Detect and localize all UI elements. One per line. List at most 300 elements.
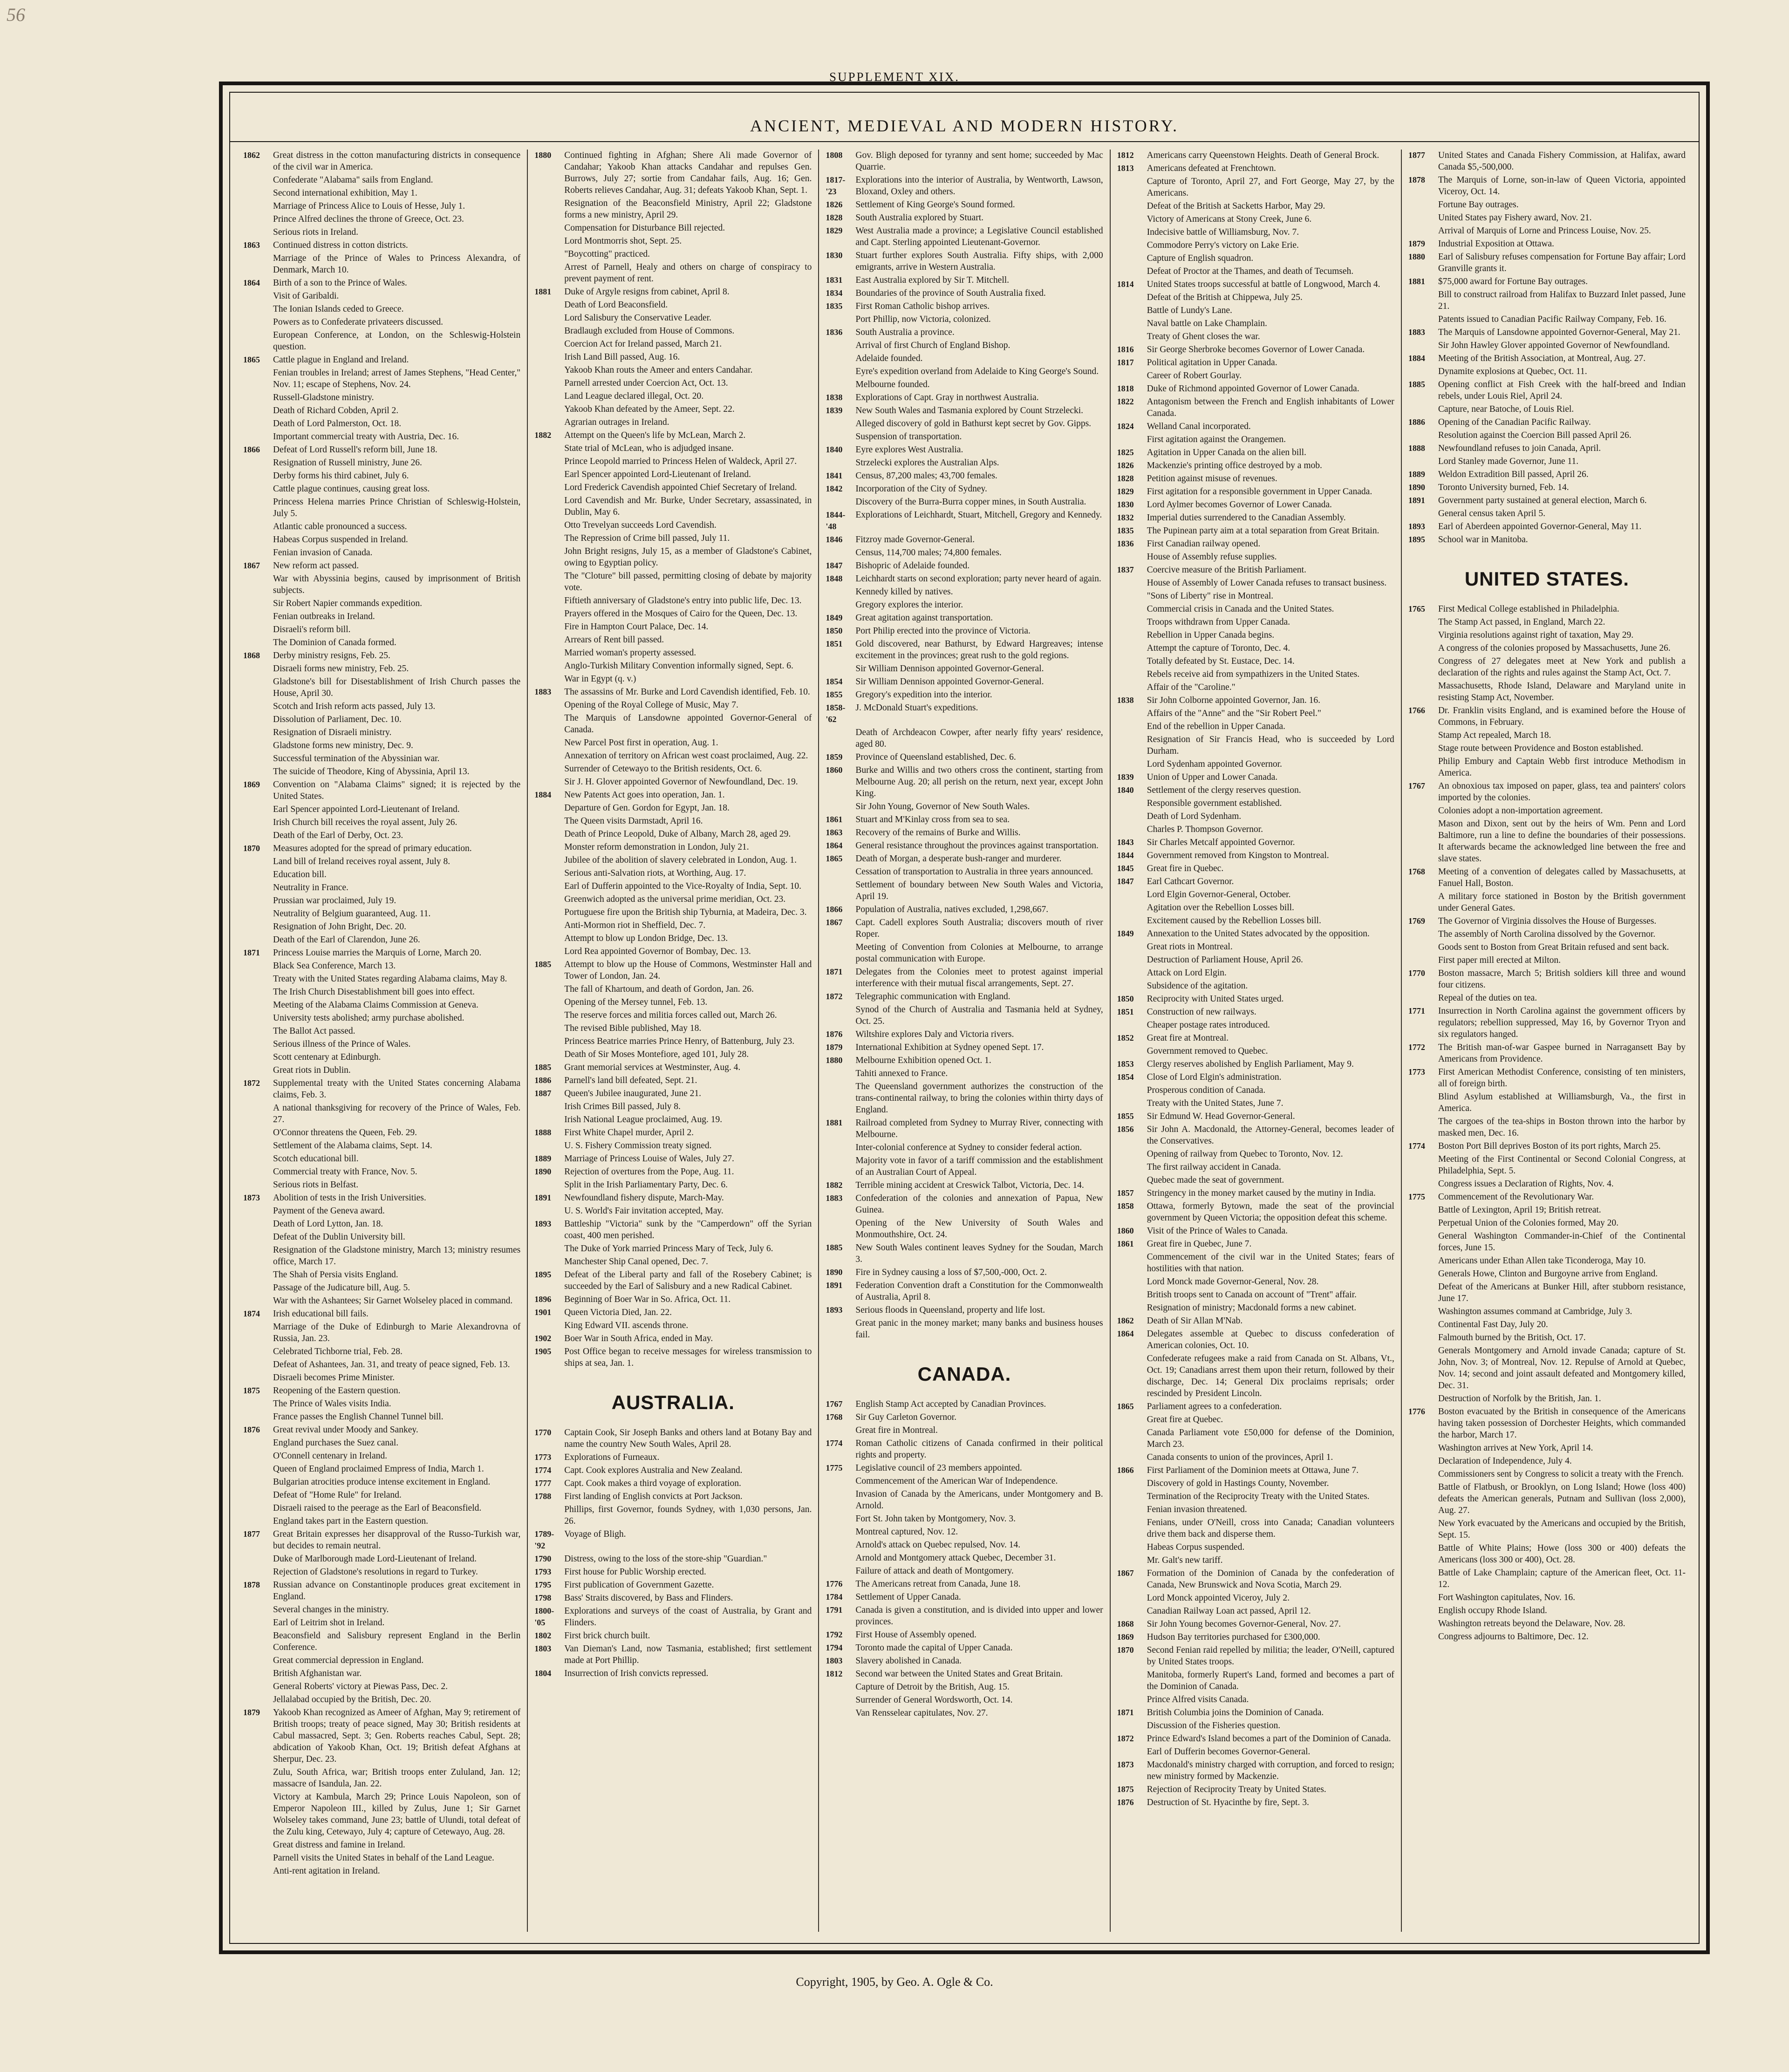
history-entry — [1117, 538, 1394, 550]
entry-text: Death of Lord Palmerston, Oct. 18. — [273, 419, 402, 429]
history-entry — [534, 763, 812, 775]
entry-text: Arnold's attack on Quebec repulsed, Nov. 14. — [855, 1540, 1021, 1550]
entry-text: Duke of Marlborough made Lord-Lieutenant of Ireland. — [273, 1554, 477, 1564]
entry-text: Portuguese fire upon the British ship Tyburnia, at Madeira, Dec. 3. — [564, 907, 807, 917]
entry-year: 1850 — [1117, 994, 1134, 1003]
entry-year — [243, 1553, 273, 1565]
entry-year: 1867 — [243, 561, 260, 570]
history-entry — [243, 766, 520, 777]
history-entry — [243, 1231, 520, 1243]
entry-year — [1117, 1251, 1147, 1275]
history-entry — [243, 392, 520, 403]
entry-year: 1861 — [826, 815, 843, 824]
history-entry — [1408, 780, 1686, 804]
entry-year — [826, 941, 855, 965]
history-entry — [1117, 1251, 1394, 1275]
entry-text: Alleged discovery of gold in Bathurst kept secret by Gov. Gipps. — [855, 419, 1092, 429]
entry-text: Wiltshire explores Daly and Victoria rivers. — [855, 1029, 1014, 1039]
history-entry — [243, 882, 520, 893]
entry-year: 1890 — [534, 1167, 552, 1176]
history-entry — [826, 392, 1103, 403]
entry-text: Political agitation in Upper Canada. — [1147, 358, 1277, 368]
entry-text: Beginning of Boer War in So. Africa, Oct. 11. — [564, 1295, 731, 1304]
history-entry — [534, 983, 812, 995]
history-entry — [534, 403, 812, 415]
entry-text: Jellalabad occupied by the British, Dec. 20. — [273, 1695, 431, 1704]
history-entry — [243, 1205, 520, 1217]
entry-text: Attempt to blow up London Bridge, Dec. 13. — [564, 934, 728, 943]
entry-text: Affair of the "Caroline." — [1147, 682, 1236, 692]
history-entry — [1117, 1669, 1394, 1692]
entry-text: Battle of Flatbush, or Brooklyn, on Long Island; Howe (loss 400) defeats the American generals, Putnam and Sullivan (loss 2,000), Aug. 27. — [1438, 1482, 1686, 1515]
entry-year — [243, 999, 273, 1011]
entry-year — [243, 740, 273, 751]
entry-text: Great Britain expresses her disapproval of the Russo-Turkish war, but decides to remain neutral. — [273, 1529, 521, 1551]
entry-year: 1849 — [826, 613, 843, 622]
entry-year — [1117, 902, 1147, 913]
entry-year — [1408, 1281, 1438, 1304]
entry-text: Totally defeated by St. Eustace, Dec. 14. — [1147, 656, 1295, 666]
history-entry — [826, 676, 1103, 688]
history-entry — [1408, 1217, 1686, 1229]
history-entry — [534, 1075, 812, 1086]
entry-year — [826, 1565, 855, 1577]
entry-text: The cargoes of the tea-ships in Boston thrown into the harbor by masked men, Dec. 16. — [1438, 1117, 1686, 1138]
entry-year — [1408, 429, 1438, 441]
history-entry — [534, 150, 812, 196]
entry-text: Explorations of Leichhardt, Stuart, Mitchell, Gregory and Kennedy. — [855, 510, 1102, 520]
entry-year — [243, 1102, 273, 1125]
entry-text: Meeting of the First Continental or Second Colonial Congress, at Philadelphia, Sept. 5. — [1438, 1154, 1686, 1176]
entry-text: Colonies adopt a non-importation agreement. — [1438, 806, 1603, 816]
columns — [237, 150, 1692, 1932]
entry-year — [243, 1231, 273, 1243]
entry-year — [826, 1539, 855, 1551]
entry-year: 1838 — [1117, 695, 1134, 705]
entry-text: Irish Church bill receives the royal assent, July 26. — [273, 818, 457, 827]
entry-year — [826, 1513, 855, 1525]
entry-text: Prince Alfred declines the throne of Greece, Oct. 23. — [273, 214, 464, 224]
entry-text: Habeas Corpus suspended in Ireland. — [273, 535, 408, 545]
entry-year: 1774 — [1408, 1141, 1425, 1151]
entry-year — [534, 880, 564, 892]
entry-text: Disraeli raised to the peerage as the Earl of Beaconsfield. — [273, 1503, 482, 1513]
entry-text: Newfoundland fishery dispute, March-May. — [564, 1193, 724, 1203]
entry-text: Irish Land Bill passed, Aug. 16. — [564, 352, 680, 362]
history-entry — [1408, 366, 1686, 377]
history-entry — [1117, 200, 1394, 212]
history-entry — [826, 327, 1103, 338]
entry-text: Reopening of the Eastern question. — [273, 1386, 401, 1396]
entry-text: Sir John Young, Governor of New South Wales. — [855, 802, 1030, 811]
entry-text: Continued fighting in Afghan; Shere Ali made Governor of Candahar; Yakoob Khan attacks Candahar and repulses Gen. Burrows, July 27; sortie from Candahar fails, Aug. 16; Gen. Roberts relieves Candahar, Aug. 31; defeats Yakoob Khan, Sept. 1. — [564, 150, 812, 195]
entry-year — [243, 316, 273, 328]
entry-text: School war in Manitoba. — [1438, 535, 1528, 545]
entry-year: 1828 — [826, 213, 843, 222]
history-entry — [534, 828, 812, 840]
entry-year: 1874 — [243, 1309, 260, 1318]
entry-text: First brick church built. — [564, 1631, 650, 1641]
entry-year — [243, 1359, 273, 1370]
entry-year: 1817 — [1117, 358, 1134, 367]
entry-year: 1872 — [1117, 1734, 1134, 1743]
entry-year: 1871 — [826, 967, 843, 976]
history-entry — [1408, 1306, 1686, 1317]
section-heading: CANADA. — [917, 1363, 1011, 1385]
entry-year: 1876 — [1117, 1798, 1134, 1807]
entry-year: 1889 — [1408, 470, 1425, 479]
history-entry — [1117, 577, 1394, 589]
entry-text: Fenians, under O'Neill, cross into Canada; Canadian volunteers drive them back and disperse them. — [1147, 1518, 1394, 1539]
history-entry — [534, 1088, 812, 1099]
entry-text: Lord Montmorris shot, Sept. 25. — [564, 236, 682, 246]
entry-text: Recovery of the remains of Burke and Willis. — [855, 828, 1021, 838]
entry-year — [1408, 992, 1438, 1004]
entry-text: Government removed from Kingston to Montreal. — [1147, 851, 1329, 860]
entry-text: Defeat of the British at Chippewa, July 25. — [1147, 293, 1303, 302]
entry-text: Defeat of Proctor at the Thames, and death of Tecumseh. — [1147, 266, 1354, 276]
entry-year: 1887 — [534, 1089, 552, 1098]
history-entry — [243, 150, 520, 173]
history-entry — [534, 946, 812, 957]
entry-year: 1860 — [1117, 1226, 1134, 1235]
entry-year: 1818 — [1117, 384, 1134, 393]
entry-text: Yakoob Khan recognized as Ameer of Afghan, May 9; retirement of British troops; treaty of peace signed, May 30; British residents at Cabul massacred, Sept. 3; Gen. Roberts reaches Cabul, Sept. 28; abdication of Yakoob Khan, Oct. 19; British defeat Afghans at Sherpur, Dec. 23. — [273, 1708, 521, 1764]
history-entry — [826, 1068, 1103, 1079]
history-entry — [1408, 1140, 1686, 1152]
entry-text: Macdonald's ministry charged with corruption, and forced to resign; new ministry formed by Mackenzie. — [1147, 1760, 1394, 1781]
history-entry — [826, 612, 1103, 624]
entry-text: New Parcel Post first in operation, Aug. 1. — [564, 738, 718, 748]
entry-text: Fenian troubles in Ireland; arrest of James Stephens, "Head Center," Nov. 11; escape of Stephens, Nov. 24. — [273, 368, 521, 389]
entry-year — [243, 1166, 273, 1178]
entry-text: United States and Canada Fishery Commission, at Halifax, award Canada $5,-500,000. — [1438, 150, 1686, 172]
entry-year: 1905 — [534, 1347, 552, 1356]
entry-year — [534, 1504, 564, 1527]
entry-year: 1825 — [1117, 448, 1134, 457]
history-entry — [534, 312, 812, 324]
entry-text: Monster reform demonstration in London, July 21. — [564, 842, 749, 852]
history-entry — [1117, 863, 1394, 874]
entry-year — [1408, 729, 1438, 741]
entry-year — [1117, 370, 1147, 382]
entry-text: Roman Catholic citizens of Canada confirmed in their political rights and property. — [855, 1438, 1103, 1460]
entry-text: Industrial Exposition at Ottawa. — [1438, 239, 1554, 249]
entry-text: The Pupinean party aim at a total separation from Great Britain. — [1147, 526, 1379, 536]
entry-year — [534, 519, 564, 531]
entry-text: Important commercial treaty with Austria, Dec. 16. — [273, 432, 459, 442]
entry-text: Inter-colonial conference at Sydney to consider federal action. — [855, 1143, 1082, 1152]
entry-year: 1861 — [1117, 1239, 1134, 1248]
entry-text: Death of Sir Moses Montefiore, aged 101, July 28. — [564, 1050, 749, 1059]
entry-year — [534, 634, 564, 646]
history-entry — [534, 1491, 812, 1502]
entry-text: Terrible mining accident at Creswick Talbot, Victoria, Dec. 14. — [855, 1180, 1084, 1190]
entry-text: Declaration of Independence, July 4. — [1438, 1456, 1572, 1466]
entry-text: Legislative council of 23 members appointed. — [855, 1463, 1022, 1473]
entry-text: Sir John Hawley Glover appointed Governor of Newfoundland. — [1438, 341, 1670, 350]
entry-year — [243, 676, 273, 699]
entry-year: 1891 — [1408, 496, 1425, 505]
entry-text: Defeat of "Home Rule" for Ireland. — [273, 1490, 402, 1500]
entry-text: Close of Lord Elgin's administration. — [1147, 1072, 1282, 1082]
entry-text: U. S. Fishery Commission treaty signed. — [564, 1141, 712, 1151]
entry-year — [243, 470, 273, 482]
history-entry — [534, 1465, 812, 1476]
entry-year — [1408, 366, 1438, 377]
history-entry — [1117, 1541, 1394, 1553]
entry-text: Congress of 27 delegates meet at New York and publish a declaration of the rights and rules against the Stamp Act, Oct. 7. — [1438, 656, 1686, 678]
history-entry — [1117, 758, 1394, 770]
entry-text: Celebrated Tichborne trial, Feb. 28. — [273, 1347, 403, 1356]
history-entry — [243, 573, 520, 596]
history-entry — [243, 1140, 520, 1152]
history-entry — [243, 1694, 520, 1705]
entry-year — [534, 1320, 564, 1331]
entry-text: O'Connor threatens the Queen, Feb. 29. — [273, 1128, 417, 1138]
history-entry — [826, 379, 1103, 390]
entry-year — [534, 867, 564, 879]
history-entry — [534, 1153, 812, 1165]
entry-text: Serious riots in Ireland. — [273, 227, 359, 237]
entry-year — [243, 1398, 273, 1410]
entry-year — [534, 403, 564, 415]
entry-text: Bishopric of Adelaide founded. — [855, 561, 970, 571]
entry-year — [1117, 176, 1147, 199]
history-entry — [1408, 729, 1686, 741]
entry-year: 1803 — [534, 1644, 552, 1653]
history-entry — [243, 1630, 520, 1653]
entry-year — [534, 482, 564, 493]
entry-year — [243, 830, 273, 841]
entry-year — [243, 869, 273, 880]
history-entry — [243, 1192, 520, 1204]
entry-text: Prussian war proclaimed, July 19. — [273, 896, 396, 906]
history-entry — [243, 1411, 520, 1423]
history-entry — [1117, 668, 1394, 680]
history-entry — [1117, 266, 1394, 277]
entry-year — [1117, 758, 1147, 770]
entry-text: European Conference, at London, on the Schleswig-Holstein question. — [273, 330, 521, 352]
history-entry — [1408, 1332, 1686, 1343]
entry-year — [243, 418, 273, 429]
history-entry — [1408, 992, 1686, 1004]
entry-year: 1767 — [826, 1399, 843, 1409]
entry-text: First paper mill erected at Milton. — [1438, 955, 1561, 965]
history-entry — [826, 663, 1103, 675]
entry-text: Scott centenary at Edinburgh. — [273, 1052, 381, 1062]
history-entry — [1408, 1255, 1686, 1267]
history-entry — [826, 941, 1103, 965]
history-entry — [1408, 680, 1686, 703]
entry-year — [1117, 1478, 1147, 1489]
entry-year — [534, 920, 564, 931]
history-entry — [243, 226, 520, 238]
entry-year — [1408, 655, 1438, 679]
entry-year — [826, 586, 855, 598]
entry-text: Lord Elgin Governor-General, October. — [1147, 890, 1291, 900]
history-entry — [1408, 416, 1686, 428]
history-entry — [243, 1064, 520, 1076]
history-entry — [243, 1269, 520, 1281]
entry-year — [243, 1372, 273, 1384]
entry-text: Americans under Ethan Allen take Ticonderoga, May 10. — [1438, 1256, 1646, 1266]
entry-year — [1408, 1605, 1438, 1616]
entry-text: Resignation of ministry; Macdonald forms a new cabinet. — [1147, 1303, 1357, 1313]
history-entry — [243, 1077, 520, 1101]
history-entry — [243, 367, 520, 390]
entry-year — [1408, 1518, 1438, 1541]
entry-year: 1864 — [243, 278, 260, 287]
entry-text: War in Egypt (q. v.) — [564, 674, 636, 684]
entry-year — [1408, 403, 1438, 415]
history-entry — [243, 1476, 520, 1488]
history-entry — [243, 200, 520, 212]
entry-year — [1408, 756, 1438, 779]
entry-year — [534, 841, 564, 853]
entry-year — [1117, 331, 1147, 342]
entry-text: Defeat of the Americans at Bunker Hill, after stubborn resistance, June 17. — [1438, 1282, 1686, 1303]
history-entry — [826, 991, 1103, 1002]
entry-year — [1408, 743, 1438, 754]
entry-text: Union of Upper and Lower Canada. — [1147, 772, 1278, 782]
entry-text: New Patents Act goes into operation, Jan. 1. — [564, 790, 725, 800]
entry-text: Lord Monck appointed Viceroy, July 2. — [1147, 1593, 1290, 1603]
history-entry — [1408, 314, 1686, 325]
entry-text: First publication of Government Gazette. — [564, 1580, 714, 1590]
entry-text: Victory at Kambula, March 29; Prince Louis Napoleon, son of Emperor Napoleon III., killed by Zulus, June 1; Sir Garnet Wolseley takes command, June 23; battle of Ulundi, total defeat of the Zulu king, Cetewayo, July 4; capture of Cetewayo, Aug. 28. — [273, 1792, 521, 1837]
entry-text: First White Chapel murder, April 2. — [564, 1128, 694, 1138]
entry-text: United States troops successful at battle of Longwood, March 4. — [1147, 279, 1380, 289]
entry-year — [243, 1012, 273, 1024]
history-entry — [1408, 1406, 1686, 1441]
entry-text: Petition against misuse of revenues. — [1147, 474, 1277, 484]
entry-text: The Marquis of Lansdowne appointed Governor-General of Canada. — [564, 713, 812, 735]
entry-text: Resignation of the Beaconsfield Ministry, April 22; Gladstone forms a new ministry, April 29. — [564, 198, 812, 220]
entry-year — [243, 1140, 273, 1152]
entry-text: International Exhibition at Sydney opened Sept. 17. — [855, 1043, 1044, 1052]
entry-year — [1408, 1542, 1438, 1566]
entry-text: Stage route between Providence and Boston established. — [1438, 743, 1644, 753]
entry-year — [243, 701, 273, 712]
entry-text: Blind Asylum established at Williamsburgh, Va., the first in America. — [1438, 1092, 1686, 1113]
history-entry — [826, 801, 1103, 812]
entry-year — [826, 418, 855, 429]
history-entry — [534, 469, 812, 480]
history-entry — [826, 638, 1103, 661]
history-entry — [534, 1243, 812, 1254]
entry-year: 1895 — [534, 1270, 552, 1279]
history-entry — [1408, 495, 1686, 506]
entry-year — [243, 1668, 273, 1679]
history-entry — [826, 1304, 1103, 1316]
history-entry — [534, 1528, 812, 1552]
entry-text: Virginia resolutions against right of taxation, May 29. — [1438, 630, 1634, 640]
entry-year — [1117, 305, 1147, 316]
entry-text: War with Abyssinia begins, caused by imprisonment of British subjects. — [273, 574, 521, 595]
entry-text: Port Phillip, now Victoria, colonized. — [855, 314, 991, 324]
history-entry — [1117, 1694, 1394, 1705]
entry-text: General Washington Commander-in-Chief of the Continental forces, June 15. — [1438, 1231, 1686, 1253]
entry-year: 1769 — [1408, 916, 1425, 926]
entry-text: Resignation of the Gladstone ministry, March 13; ministry resumes office, March 17. — [273, 1245, 521, 1267]
history-entry — [1408, 1542, 1686, 1566]
entry-year — [1408, 941, 1438, 953]
entry-year: 1808 — [826, 150, 843, 160]
entry-year — [534, 364, 564, 376]
entry-year: 1773 — [534, 1452, 552, 1462]
history-entry — [826, 814, 1103, 825]
entry-text: New reform act passed. — [273, 561, 359, 571]
entry-text: Lord Sydenham appointed Governor. — [1147, 759, 1282, 769]
history-entry — [243, 1681, 520, 1692]
entry-text: Prince Leopold married to Princess Helen of Waldeck, April 27. — [564, 457, 797, 466]
entry-text: England purchases the Suez canal. — [273, 1438, 399, 1448]
history-entry — [1408, 379, 1686, 402]
history-entry — [243, 1218, 520, 1230]
history-entry — [826, 457, 1103, 469]
history-entry — [826, 689, 1103, 701]
entry-year: 1830 — [1117, 500, 1134, 509]
history-entry — [243, 1852, 520, 1864]
entry-year — [826, 727, 855, 750]
history-entry — [1117, 695, 1394, 706]
history-entry — [243, 1489, 520, 1501]
entry-year: 1767 — [1408, 781, 1425, 791]
history-entry — [243, 457, 520, 469]
entry-text: Marriage of Princess Louise of Wales, July 27. — [564, 1154, 734, 1164]
entry-year — [1117, 1504, 1147, 1515]
entry-year: 1836 — [826, 327, 843, 337]
history-entry — [1117, 305, 1394, 316]
history-entry — [826, 287, 1103, 299]
entry-year: 1877 — [1408, 150, 1425, 160]
entry-year — [243, 226, 273, 238]
history-entry — [534, 802, 812, 814]
entry-year — [1408, 314, 1438, 325]
history-entry — [243, 1437, 520, 1449]
entry-year — [1117, 1161, 1147, 1173]
entry-year — [1117, 200, 1147, 212]
entry-text: Post Office began to receive messages for wireless transmission to ships at sea, Jan. 1. — [564, 1347, 812, 1368]
history-entry — [1117, 1289, 1394, 1301]
history-entry — [826, 418, 1103, 429]
entry-text: Second international exhibition, May 1. — [273, 188, 417, 198]
entry-year: 1856 — [1117, 1125, 1134, 1134]
entry-text: Ottawa, formerly Bytown, made the seat of the provincial government by Queen Victoria; the opposition defeat this scheme. — [1147, 1201, 1394, 1223]
history-entry — [1408, 756, 1686, 779]
entry-year: 1867 — [826, 918, 843, 927]
history-entry — [1117, 1148, 1394, 1160]
entry-text: A military force stationed in Boston by the British government under General Gates. — [1438, 892, 1686, 913]
entry-text: A national thanksgiving for recovery of the Prince of Wales, Feb. 27. — [273, 1103, 521, 1125]
history-entry — [826, 966, 1103, 989]
history-entry — [243, 560, 520, 572]
history-entry — [1117, 1084, 1394, 1096]
history-entry — [534, 235, 812, 247]
history-entry — [1117, 292, 1394, 303]
entry-text: Commencement of the American War of Independence. — [855, 1476, 1058, 1486]
entry-text: Battle of Lundy's Lane. — [1147, 306, 1232, 315]
history-entry — [1117, 499, 1394, 511]
history-entry — [1117, 1401, 1394, 1412]
history-entry — [1117, 252, 1394, 264]
entry-text: Victory of Americans at Stony Creek, June 6. — [1147, 214, 1312, 224]
entry-text: Melbourne Exhibition opened Oct. 1. — [855, 1056, 991, 1065]
entry-text: Disraeli becomes Prime Minister. — [273, 1373, 395, 1383]
history-entry — [534, 364, 812, 376]
history-entry — [534, 920, 812, 931]
